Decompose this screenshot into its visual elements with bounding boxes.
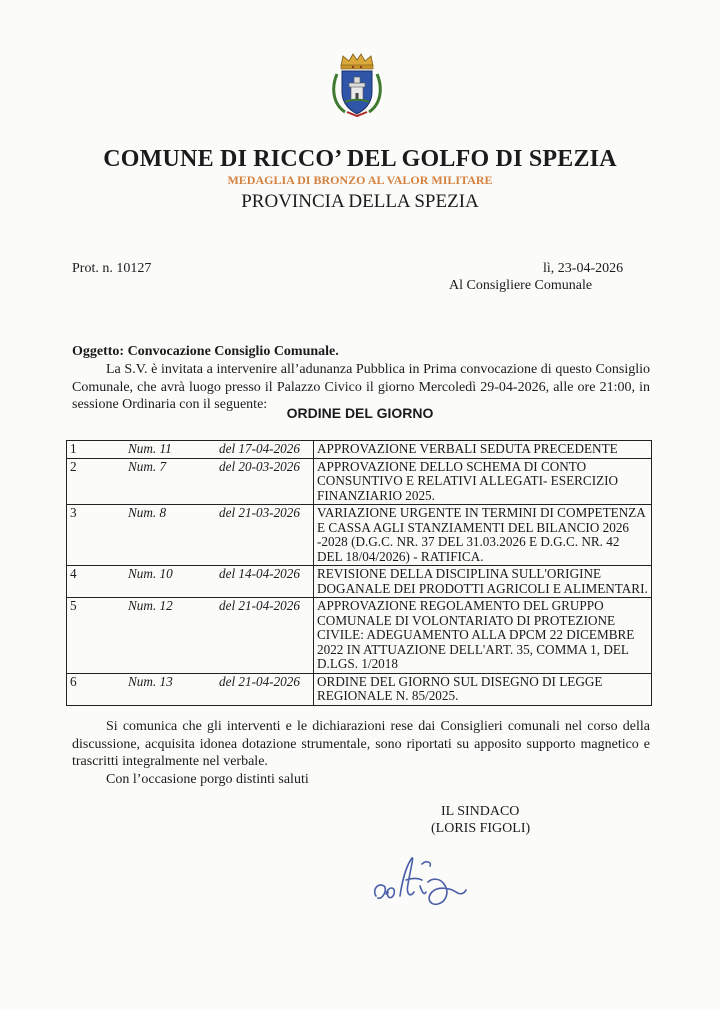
agenda-item-object: APPROVAZIONE VERBALI SEDUTA PRECEDENTE — [314, 441, 652, 459]
table-row — [67, 505, 652, 566]
municipality-title: COMUNE DI RICCO’ DEL GOLFO DI SPEZIA — [103, 146, 617, 172]
agenda-item-number: 4 — [67, 566, 126, 598]
agenda-item-date: del 20-03-2026 — [216, 458, 314, 505]
intro-paragraph: La S.V. è invitata a intervenire all’adunanza Pubblica in Prima convocazione di questo Consiglio Comunale, che avrà luogo presso il Palazzo Civico il giorno Mercoledì 29-04-2026, alle ore 21:00, in sessione Ordinaria con il seguente: — [72, 362, 650, 412]
agenda-item-date: del 17-04-2026 — [216, 441, 314, 459]
agenda-item-object: APPROVAZIONE REGOLAMENTO DEL GRUPPO COMUNALE DI VOLONTARIATO DI PROTEZIONE CIVILE: ADEGUAMENTO ALLA DPCM 22 DICEMBRE 2022 IN ATTUAZIONE DELL'ART. 35, COMMA 1, DEL D.LGS. 1/2018 — [314, 598, 652, 674]
agenda-item-number: 6 — [67, 673, 126, 705]
table-row — [67, 598, 652, 674]
agenda-item-date: del 21-04-2026 — [216, 598, 314, 674]
municipal-crest-icon — [331, 52, 383, 118]
agenda-item-number: 1 — [67, 441, 126, 459]
handwritten-signature-icon — [370, 852, 482, 910]
table-row — [67, 673, 652, 705]
agenda-item-date: del 21-04-2026 — [216, 673, 314, 705]
agenda-item-date: del 14-04-2026 — [216, 566, 314, 598]
table-row — [67, 458, 652, 505]
agenda-item-num: Num. 10 — [125, 566, 216, 598]
signatory-name: (LORIS FIGOLI) — [431, 821, 531, 836]
agenda-item-num: Num. 11 — [125, 441, 216, 459]
document-date: lì, 23-04-2026 — [543, 261, 624, 276]
agenda-item-num: Num. 8 — [125, 505, 216, 566]
agenda-item-date: del 21-03-2026 — [216, 505, 314, 566]
agenda-item-object: VARIAZIONE URGENTE IN TERMINI DI COMPETENZA E CASSA AGLI STANZIAMENTI DEL BILANCIO 2026 -2028 (D.G.C. NR. 37 DEL 31.03.2026 E D.G.C. NR. 42 DEL 18/04/2026) - RATIFICA. — [314, 505, 652, 566]
agenda-item-num: Num. 7 — [125, 458, 216, 505]
agenda-item-num: Num. 13 — [125, 673, 216, 705]
agenda-item-number: 3 — [67, 505, 126, 566]
agenda-item-object: ORDINE DEL GIORNO SUL DISEGNO DI LEGGE REGIONALE N. 85/2025. — [314, 673, 652, 705]
table-row — [67, 566, 652, 598]
agenda-table — [66, 440, 652, 706]
agenda-item-number: 5 — [67, 598, 126, 674]
agenda-title: ORDINE DEL GIORNO — [286, 405, 434, 421]
subject-line: Oggetto: Convocazione Consiglio Comunale. — [72, 344, 339, 359]
closing-greeting: Con l’occasione porgo distinti saluti — [106, 772, 309, 787]
signatory-title: IL SINDACO — [441, 804, 520, 819]
recipient-line: Al Consigliere Comunale — [449, 278, 593, 293]
recording-notice: Si comunica che gli interventi e le dichiarazioni rese dai Consiglieri comunali nel corso della discussione, acquisita idonea dotazione strumentale, sono riportati su apposito supporto magnetico e trascritti integralmente nel verbale. — [72, 719, 650, 769]
province-name: PROVINCIA DELLA SPEZIA — [241, 191, 479, 212]
agenda-item-object: APPROVAZIONE DELLO SCHEMA DI CONTO CONSUNTIVO E RELATIVI ALLEGATI- ESERCIZIO FINANZIARIO 2025. — [314, 458, 652, 505]
protocol-number: Prot. n. 10127 — [72, 261, 152, 276]
agenda-item-number: 2 — [67, 458, 126, 505]
agenda-item-object: REVISIONE DELLA DISCIPLINA SULL'ORIGINE DOGANALE DEI PRODOTTI AGRICOLI E ALIMENTARI. — [314, 566, 652, 598]
agenda-item-num: Num. 12 — [125, 598, 216, 674]
medal-subtitle: MEDAGLIA DI BRONZO AL VALOR MILITARE — [227, 173, 493, 187]
table-row — [67, 441, 652, 459]
